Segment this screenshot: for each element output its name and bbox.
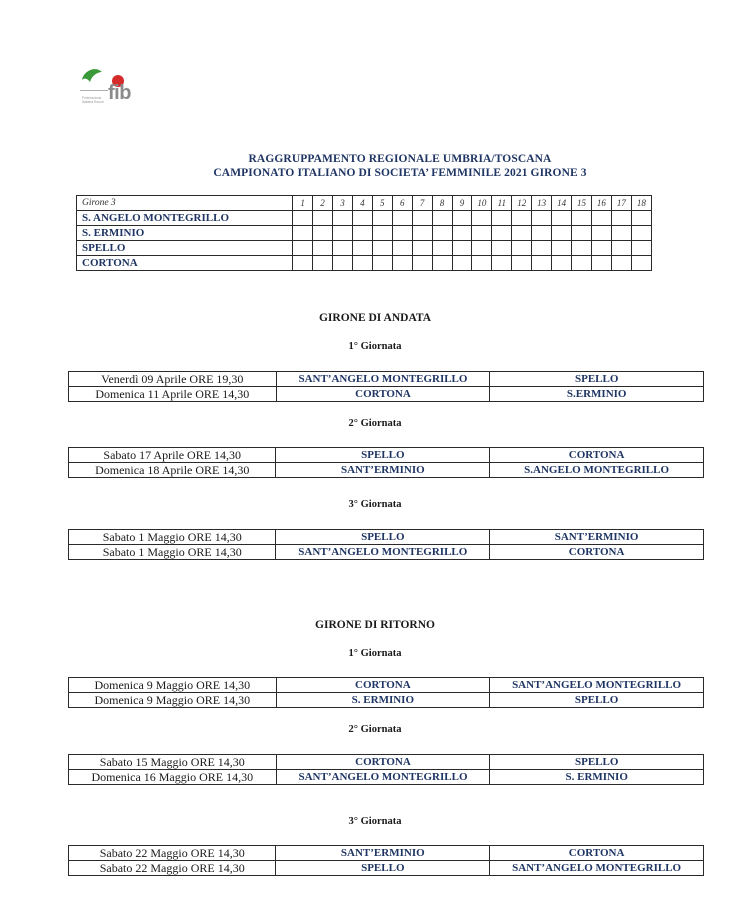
ranking-col-6: 6	[392, 196, 412, 211]
match-away: SANT’ERMINIO	[490, 530, 704, 545]
match-row	[69, 755, 704, 770]
ranking-team: S. ERMINIO	[77, 226, 293, 241]
match-date: Sabato 17 Aprile ORE 14,30	[69, 448, 276, 463]
ranking-team: SPELLO	[77, 241, 293, 256]
match-date: Domenica 9 Maggio ORE 14,30	[69, 693, 277, 708]
ranking-label: Girone 3	[77, 196, 293, 211]
match-home: SPELLO	[276, 530, 490, 545]
match-home: SANT’ERMINIO	[276, 846, 490, 861]
match-away: SPELLO	[490, 693, 704, 708]
match-date: Sabato 1 Maggio ORE 14,30	[69, 530, 276, 545]
match-away: SPELLO	[490, 372, 704, 387]
ranking-col-11: 11	[492, 196, 512, 211]
ranking-col-12: 12	[512, 196, 532, 211]
ritorno-round-3-title: 3° Giornata	[348, 816, 402, 827]
match-away: S.ANGELO MONTEGRILLO	[490, 463, 704, 478]
andata-title: GIRONE DI ANDATA	[318, 312, 432, 324]
ranking-col-10: 10	[472, 196, 492, 211]
ranking-team: S. ANGELO MONTEGRILLO	[77, 211, 293, 226]
match-away: CORTONA	[490, 448, 704, 463]
match-date: Sabato 15 Maggio ORE 14,30	[69, 755, 277, 770]
match-row	[69, 545, 704, 560]
ritorno-round-1-title: 1° Giornata	[348, 648, 402, 659]
match-home: CORTONA	[276, 755, 490, 770]
match-away: S. ERMINIO	[490, 770, 704, 785]
match-date: Venerdì 09 Aprile ORE 19,30	[69, 372, 277, 387]
match-row	[69, 372, 704, 387]
ranking-col-2: 2	[313, 196, 333, 211]
ranking-col-8: 8	[432, 196, 452, 211]
ranking-header-row	[77, 196, 652, 211]
match-date: Sabato 22 Maggio ORE 14,30	[69, 861, 276, 876]
match-date: Domenica 16 Maggio ORE 14,30	[69, 770, 277, 785]
match-home: S. ERMINIO	[276, 693, 490, 708]
logo-subtext: Federazione Italiana Bocce	[82, 96, 104, 104]
ranking-row	[77, 241, 652, 256]
ritorno-round-1-table	[68, 677, 704, 708]
match-row	[69, 387, 704, 402]
match-date: Sabato 22 Maggio ORE 14,30	[69, 846, 276, 861]
ritorno-round-3-table	[68, 845, 704, 876]
match-home: SANT’ERMINIO	[276, 463, 490, 478]
ranking-row	[77, 211, 652, 226]
logo-text: fib	[108, 82, 131, 104]
andata-round-1-title: 1° Giornata	[348, 341, 402, 352]
ranking-col-7: 7	[412, 196, 432, 211]
match-away: CORTONA	[490, 545, 704, 560]
match-row	[69, 530, 704, 545]
match-row	[69, 861, 704, 876]
match-row	[69, 846, 704, 861]
andata-round-3-title: 3° Giornata	[348, 499, 402, 510]
ranking-col-5: 5	[372, 196, 392, 211]
ranking-col-9: 9	[452, 196, 472, 211]
andata-round-2-table	[68, 447, 704, 478]
match-away: S.ERMINIO	[490, 387, 704, 402]
andata-round-2-title: 2° Giornata	[348, 418, 402, 429]
ranking-col-18: 18	[631, 196, 651, 211]
match-home: SANT’ANGELO MONTEGRILLO	[276, 770, 490, 785]
andata-round-1-table	[68, 371, 704, 402]
match-row	[69, 678, 704, 693]
ranking-table	[76, 195, 652, 271]
match-home: CORTONA	[276, 678, 490, 693]
ritorno-round-2-title: 2° Giornata	[348, 724, 402, 735]
ranking-col-16: 16	[591, 196, 611, 211]
match-away: SANT’ANGELO MONTEGRILLO	[490, 678, 704, 693]
ranking-col-17: 17	[611, 196, 631, 211]
match-away: SANT’ANGELO MONTEGRILLO	[490, 861, 704, 876]
match-away: CORTONA	[490, 846, 704, 861]
ranking-row	[77, 256, 652, 271]
header-line-1: RAGGRUPPAMENTO REGIONALE UMBRIA/TOSCANA	[248, 153, 552, 165]
match-row	[69, 693, 704, 708]
match-date: Domenica 9 Maggio ORE 14,30	[69, 678, 277, 693]
match-row	[69, 770, 704, 785]
ritorno-round-2-table	[68, 754, 704, 785]
match-away: SPELLO	[490, 755, 704, 770]
match-home: SANT’ANGELO MONTEGRILLO	[276, 545, 490, 560]
ranking-col-15: 15	[572, 196, 592, 211]
ritorno-title: GIRONE DI RITORNO	[315, 619, 435, 631]
match-date: Sabato 1 Maggio ORE 14,30	[69, 545, 276, 560]
ranking-col-14: 14	[552, 196, 572, 211]
match-row	[69, 463, 704, 478]
andata-round-3-table	[68, 529, 704, 560]
match-home: SPELLO	[276, 448, 490, 463]
match-date: Domenica 18 Aprile ORE 14,30	[69, 463, 276, 478]
ranking-col-13: 13	[532, 196, 552, 211]
match-home: SANT’ANGELO MONTEGRILLO	[276, 372, 490, 387]
ranking-col-1: 1	[293, 196, 313, 211]
ranking-team: CORTONA	[77, 256, 293, 271]
header-line-2: CAMPIONATO ITALIANO DI SOCIETA’ FEMMINILE 2021 GIRONE 3	[213, 167, 587, 179]
ranking-row	[77, 226, 652, 241]
match-home: SPELLO	[276, 861, 490, 876]
ranking-col-3: 3	[332, 196, 352, 211]
match-home: CORTONA	[276, 387, 490, 402]
ranking-col-4: 4	[352, 196, 372, 211]
match-date: Domenica 11 Aprile ORE 14,30	[69, 387, 277, 402]
match-row	[69, 448, 704, 463]
